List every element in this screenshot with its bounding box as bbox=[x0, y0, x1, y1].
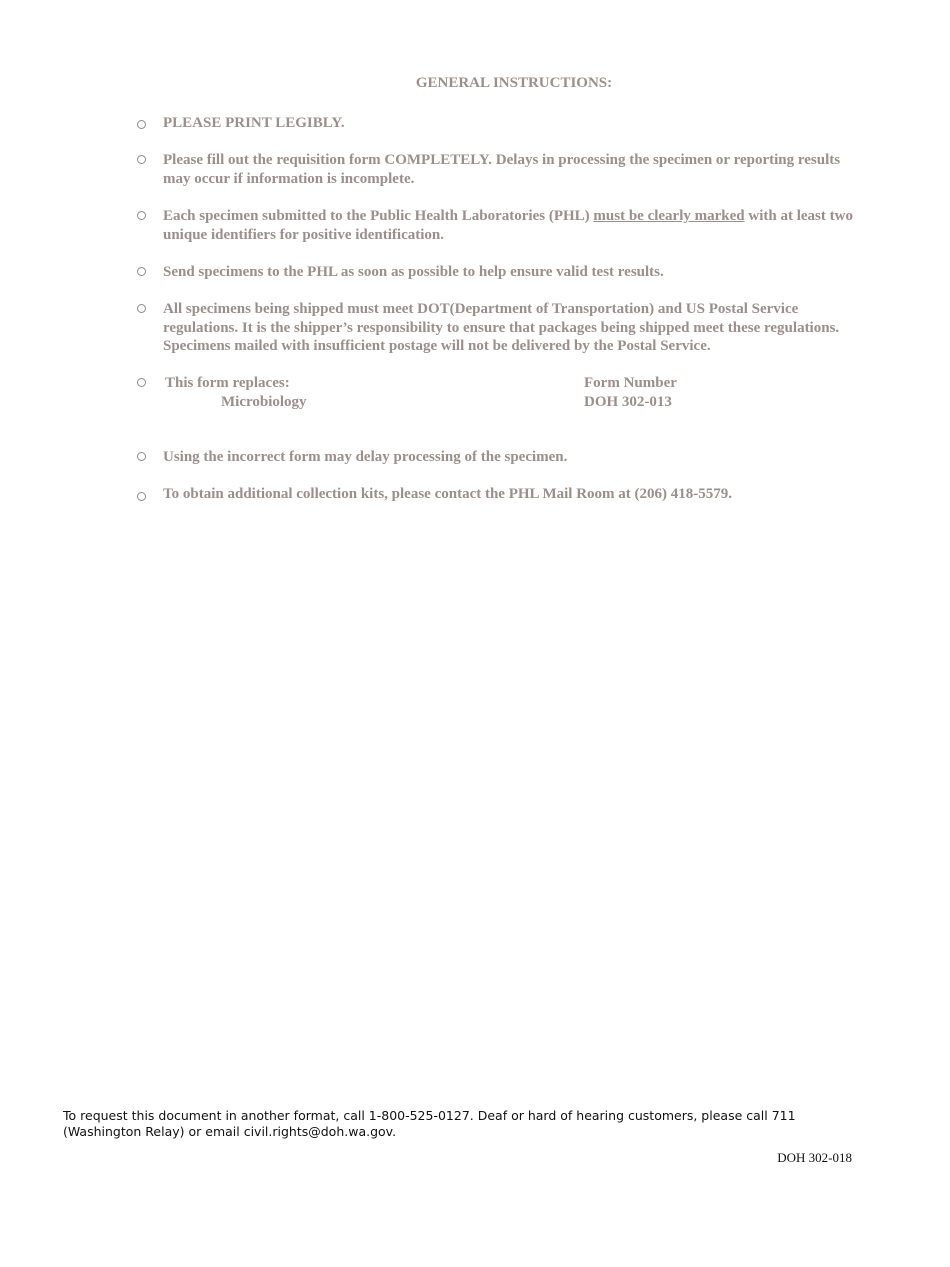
instruction-shipping-regulations bbox=[137, 300, 857, 356]
instruction-text bbox=[163, 207, 857, 244]
replaces-block bbox=[165, 374, 859, 411]
instruction-text: PLEASE PRINT LEGIBLY. bbox=[163, 115, 345, 131]
instruction-clearly-marked bbox=[137, 207, 857, 245]
instruction-fill-completely bbox=[137, 151, 857, 189]
underlined-emphasis: must be clearly marked bbox=[593, 208, 745, 224]
radio-bullet-icon bbox=[137, 452, 146, 461]
form-number-value: DOH 302-013 bbox=[584, 393, 672, 410]
instruction-form-replaces bbox=[137, 374, 857, 412]
instruction-print-legibly bbox=[137, 114, 857, 134]
radio-bullet-icon bbox=[137, 120, 146, 129]
instruction-text-part: with at least two unique identifiers for positive identification. bbox=[163, 208, 853, 243]
form-number-label: Form Number bbox=[584, 375, 677, 391]
page-title: GENERAL INSTRUCTIONS: bbox=[415, 75, 613, 91]
radio-bullet-icon bbox=[137, 211, 146, 220]
replaces-label: This form replaces: bbox=[165, 375, 290, 391]
radio-bullet-icon bbox=[137, 267, 146, 276]
radio-bullet-icon bbox=[137, 492, 146, 501]
instruction-text: All specimens being shipped must meet DOT(Department of Transportation) and US Postal Service regulations. It is the shipper’s responsibility to ensure that packages being shipped meet these regulations. Specimens mailed with insufficient postage will not be delivered by the Postal Service. bbox=[163, 301, 840, 354]
document-number: DOH 302-018 bbox=[777, 1150, 852, 1165]
radio-bullet-icon bbox=[137, 304, 146, 313]
instruction-text: Using the incorrect form may delay processing of the specimen. bbox=[163, 449, 568, 465]
instruction-text: Please fill out the requisition form COMPLETELY. Delays in processing the specimen or reporting results may occur if information is incomplete. bbox=[163, 152, 841, 187]
instruction-incorrect-form bbox=[137, 448, 857, 468]
instruction-text-part: Each specimen submitted to the Public Health Laboratories (PHL) bbox=[163, 208, 594, 224]
instruction-send-soon bbox=[137, 263, 857, 283]
replaces-form-name: Microbiology bbox=[221, 393, 307, 410]
accessibility-notice: To request this document in another format, call 1-800-525-0127. Deaf or hard of hearing customers, please call 711 (Washington Relay) or email civil.rights@doh.wa.gov. bbox=[63, 1108, 796, 1139]
instruction-collection-kits bbox=[137, 485, 857, 505]
instruction-text: To obtain additional collection kits, please contact the PHL Mail Room at (206) 418-5579. bbox=[163, 486, 733, 502]
radio-bullet-icon bbox=[137, 378, 146, 387]
radio-bullet-icon bbox=[137, 155, 146, 164]
instruction-text: Send specimens to the PHL as soon as possible to help ensure valid test results. bbox=[163, 264, 664, 280]
